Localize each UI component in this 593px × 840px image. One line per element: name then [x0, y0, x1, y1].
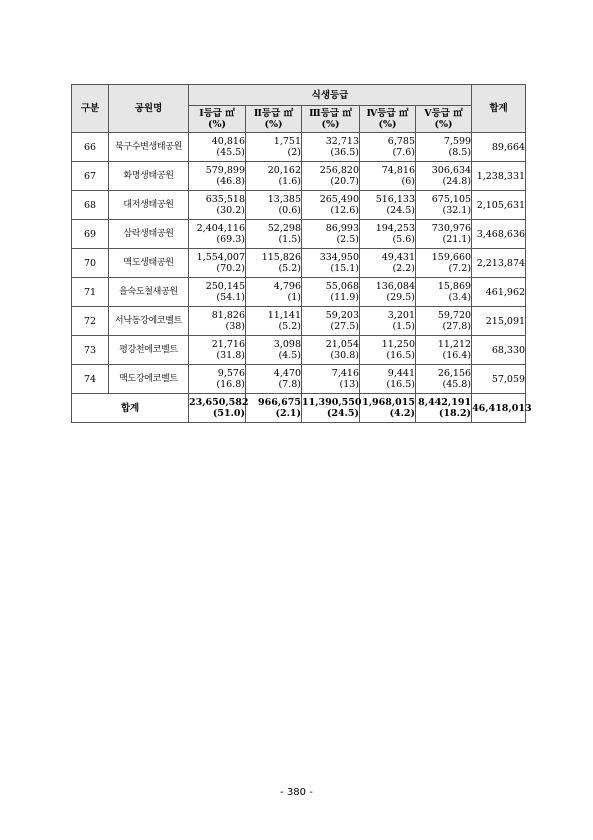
header-grade-3 [302, 106, 360, 133]
grade-2-cell [246, 307, 302, 336]
page-number: - 380 - [280, 787, 313, 798]
area-value: 4,470 [273, 368, 301, 379]
park-name: 화명생태공원 [109, 162, 189, 191]
percent-value: (1.6) [278, 176, 301, 187]
grade-4-label: Ⅳ등급 ㎡ [366, 108, 409, 119]
header-grade-2 [246, 106, 302, 133]
area-value: 11,212 [437, 339, 472, 350]
percent-value: (7.6) [392, 147, 415, 158]
park-name: 대저생태공원 [109, 191, 189, 220]
grade-4-cell [360, 249, 416, 278]
row-total: 2,105,631 [472, 191, 526, 220]
header-grade-1 [189, 106, 246, 133]
row-total: 68,330 [472, 336, 526, 365]
area-value: 1,751 [273, 136, 301, 147]
table-row [72, 365, 526, 394]
grade-3-cell [302, 191, 360, 220]
area-value: 23,650,582 [189, 397, 249, 408]
grade-5-cell [416, 220, 472, 249]
grade-1-unit: (%) [207, 119, 227, 130]
percent-value: (30.2) [216, 205, 245, 216]
grade-3-cell [302, 365, 360, 394]
area-value: 2,404,116 [196, 223, 245, 234]
park-name: 삼락생태공원 [109, 220, 189, 249]
area-value: 334,950 [319, 252, 359, 263]
row-number: 73 [72, 336, 109, 365]
percent-value: (31.8) [216, 350, 245, 361]
percent-value: (13) [339, 379, 359, 390]
grade-4-cell [360, 336, 416, 365]
row-total: 3,468,636 [472, 220, 526, 249]
grade-3-cell [302, 336, 360, 365]
percent-value: (21.1) [442, 234, 472, 245]
table-header [72, 85, 526, 133]
percent-value: (16.4) [442, 350, 472, 361]
percent-value: (38) [225, 321, 245, 332]
row-total: 2,213,874 [472, 249, 526, 278]
area-value: 635,518 [205, 194, 245, 205]
row-total: 461,962 [472, 278, 526, 307]
area-value: 7,416 [331, 368, 359, 379]
percent-value: (1.5) [392, 321, 415, 332]
sum-label: 합계 [72, 394, 189, 423]
grade-1-cell [189, 220, 246, 249]
area-value: 11,390,550 [302, 397, 362, 408]
grade-5-cell [416, 162, 472, 191]
grade-2-cell [246, 394, 302, 423]
grade-2-label: Ⅱ등급 ㎡ [253, 108, 294, 119]
area-value: 59,203 [325, 310, 359, 321]
grade-1-cell [189, 394, 249, 423]
area-value: 40,816 [211, 136, 245, 147]
percent-value: (2) [287, 147, 301, 158]
grade-5-cell [416, 365, 472, 394]
percent-value: (18.2) [438, 408, 472, 419]
area-value: 55,068 [325, 281, 359, 292]
grade-3-cell [302, 249, 360, 278]
area-value: 32,713 [325, 136, 359, 147]
grade-5-cell [416, 249, 472, 278]
percent-value: (70.2) [216, 263, 245, 274]
header-grade-4 [360, 106, 416, 133]
row-number: 66 [72, 133, 109, 162]
area-value: 306,634 [431, 165, 472, 176]
percent-value: (7.2) [448, 263, 472, 274]
row-number: 74 [72, 365, 109, 394]
area-value: 74,816 [381, 165, 415, 176]
area-value: 11,141 [267, 310, 301, 321]
grade-4-cell [360, 278, 416, 307]
area-value: 115,826 [261, 252, 301, 263]
grade-5-cell [416, 307, 472, 336]
grade-5-cell [416, 191, 472, 220]
grade-1-label: Ⅰ등급 ㎡ [199, 108, 235, 119]
grade-5-cell [416, 394, 472, 423]
percent-value: (16.8) [216, 379, 245, 390]
area-value: 3,098 [273, 339, 301, 350]
park-name: 을숙도철새공원 [109, 278, 189, 307]
grade-2-cell [246, 133, 302, 162]
grade-4-cell [360, 307, 416, 336]
percent-value: (7.8) [278, 379, 301, 390]
percent-value: (16.5) [386, 350, 415, 361]
percent-value: (12.6) [330, 205, 359, 216]
area-value: 250,145 [205, 281, 245, 292]
grade-4-cell [360, 394, 416, 423]
percent-value: (5.6) [392, 234, 415, 245]
grade-4-unit: (%) [378, 119, 397, 130]
area-value: 194,253 [375, 223, 415, 234]
table-row [72, 249, 526, 278]
grade-2-cell [246, 365, 302, 394]
grade-1-cell [189, 133, 246, 162]
percent-value: (29.5) [386, 292, 415, 303]
row-total: 57,059 [472, 365, 526, 394]
percent-value: (24.8) [442, 176, 472, 187]
row-number: 71 [72, 278, 109, 307]
grade-1-cell [189, 249, 246, 278]
percent-value: (69.3) [216, 234, 245, 245]
percent-value: (16.5) [386, 379, 415, 390]
area-value: 1,968,015 [362, 397, 415, 408]
grade-5-unit: (%) [434, 119, 453, 130]
row-number: 70 [72, 249, 109, 278]
grade-2-cell [246, 191, 302, 220]
grade-4-cell [360, 162, 416, 191]
area-value: 9,576 [217, 368, 245, 379]
park-name: 맥도생태공원 [109, 249, 189, 278]
row-number: 72 [72, 307, 109, 336]
row-total: 89,664 [472, 133, 526, 162]
area-value: 9,441 [387, 368, 415, 379]
sum-row [72, 394, 526, 423]
percent-value: (45.8) [442, 379, 472, 390]
percent-value: (3.4) [448, 292, 472, 303]
grade-3-cell [302, 220, 360, 249]
percent-value: (5.2) [278, 321, 301, 332]
grade-1-cell [189, 278, 246, 307]
grade-4-cell [360, 365, 416, 394]
percent-value: (30.8) [330, 350, 359, 361]
area-value: 6,785 [387, 136, 415, 147]
vegetation-grade-table [71, 84, 532, 423]
percent-value: (0.6) [278, 205, 301, 216]
area-value: 52,298 [267, 223, 301, 234]
area-value: 3,201 [387, 310, 415, 321]
table-row [72, 191, 526, 220]
area-value: 86,993 [325, 223, 359, 234]
grade-2-cell [246, 278, 302, 307]
area-value: 20,162 [267, 165, 301, 176]
percent-value: (51.0) [212, 408, 245, 419]
row-number: 68 [72, 191, 109, 220]
table-body [72, 133, 532, 423]
percent-value: (32.1) [442, 205, 472, 216]
percent-value: (20.7) [330, 176, 359, 187]
percent-value: (5.2) [278, 263, 301, 274]
area-value: 675,105 [431, 194, 472, 205]
grade-3-cell [302, 133, 360, 162]
header-total: 합계 [472, 85, 526, 133]
grade-1-cell [189, 191, 246, 220]
grade-1-cell [189, 336, 246, 365]
grade-4-cell [360, 133, 416, 162]
row-total: 1,238,331 [472, 162, 526, 191]
grade-2-cell [246, 336, 302, 365]
percent-value: (1.5) [278, 234, 301, 245]
grade-3-unit: (%) [321, 119, 340, 130]
grade-2-cell [246, 162, 302, 191]
grade-1-cell [189, 365, 246, 394]
area-value: 730,976 [431, 223, 472, 234]
area-value: 59,720 [437, 310, 472, 321]
row-total: 215,091 [472, 307, 526, 336]
percent-value: (2.2) [392, 263, 415, 274]
grade-3-cell [302, 278, 360, 307]
percent-value: (1) [287, 292, 301, 303]
area-value: 4,796 [273, 281, 301, 292]
grade-3-cell [302, 307, 360, 336]
grade-5-cell [416, 278, 472, 307]
area-value: 11,250 [381, 339, 415, 350]
area-value: 256,820 [319, 165, 359, 176]
table-row [72, 133, 526, 162]
percent-value: (36.5) [330, 147, 359, 158]
grade-1-cell [189, 307, 246, 336]
grade-5-cell [416, 336, 472, 365]
header-park-name: 공원명 [109, 85, 189, 133]
park-name: 평강천에코벨트 [109, 336, 189, 365]
area-value: 159,660 [431, 252, 472, 263]
area-value: 579,899 [205, 165, 245, 176]
area-value: 81,826 [211, 310, 245, 321]
grade-1-cell [189, 162, 246, 191]
area-value: 21,716 [211, 339, 245, 350]
park-name: 맥도강에코벨트 [109, 365, 189, 394]
percent-value: (4.2) [389, 408, 415, 419]
grade-3-label: Ⅲ등급 ㎡ [309, 108, 352, 119]
area-value: 7,599 [443, 136, 472, 147]
header-division: 구분 [72, 85, 109, 133]
table-row [72, 278, 526, 307]
area-value: 13,385 [267, 194, 301, 205]
table-row [72, 220, 526, 249]
percent-value: (27.8) [442, 321, 472, 332]
grade-5-cell [416, 133, 472, 162]
percent-value: (15.1) [330, 263, 359, 274]
area-value: 26,156 [437, 368, 472, 379]
table-row [72, 307, 526, 336]
area-value: 8,442,191 [418, 397, 472, 408]
header-vegetation-grade: 식생등급 [189, 85, 472, 106]
percent-value: (2.1) [275, 408, 301, 419]
percent-value: (24.5) [386, 205, 415, 216]
table-row [72, 336, 526, 365]
percent-value: (46.8) [216, 176, 245, 187]
percent-value: (27.5) [330, 321, 359, 332]
grade-2-unit: (%) [264, 119, 283, 130]
park-name: 북구수변생태공원 [109, 133, 189, 162]
grade-3-cell [302, 394, 360, 423]
area-value: 136,084 [375, 281, 415, 292]
table-row [72, 162, 526, 191]
percent-value: (11.9) [330, 292, 359, 303]
percent-value: (24.5) [326, 408, 359, 419]
percent-value: (2.5) [336, 234, 359, 245]
percent-value: (6) [401, 176, 415, 187]
area-value: 516,133 [375, 194, 415, 205]
header-grade-5 [416, 106, 472, 133]
grade-4-cell [360, 191, 416, 220]
area-value: 21,054 [325, 339, 359, 350]
grade-2-cell [246, 249, 302, 278]
grade-4-cell [360, 220, 416, 249]
percent-value: (4.5) [278, 350, 301, 361]
sum-total: 46,418,013 [472, 394, 526, 423]
percent-value: (8.5) [448, 147, 472, 158]
percent-value: (54.1) [216, 292, 245, 303]
grade-5-label: Ⅴ등급 ㎡ [424, 108, 463, 119]
area-value: 265,490 [319, 194, 359, 205]
percent-value: (45.5) [216, 147, 245, 158]
row-number: 67 [72, 162, 109, 191]
park-name: 서낙동강에코벨트 [109, 307, 189, 336]
area-value: 49,431 [381, 252, 415, 263]
row-number: 69 [72, 220, 109, 249]
area-value: 1,554,007 [196, 252, 245, 263]
grade-2-cell [246, 220, 302, 249]
area-value: 966,675 [258, 397, 301, 408]
area-value: 15,869 [437, 281, 472, 292]
grade-3-cell [302, 162, 360, 191]
